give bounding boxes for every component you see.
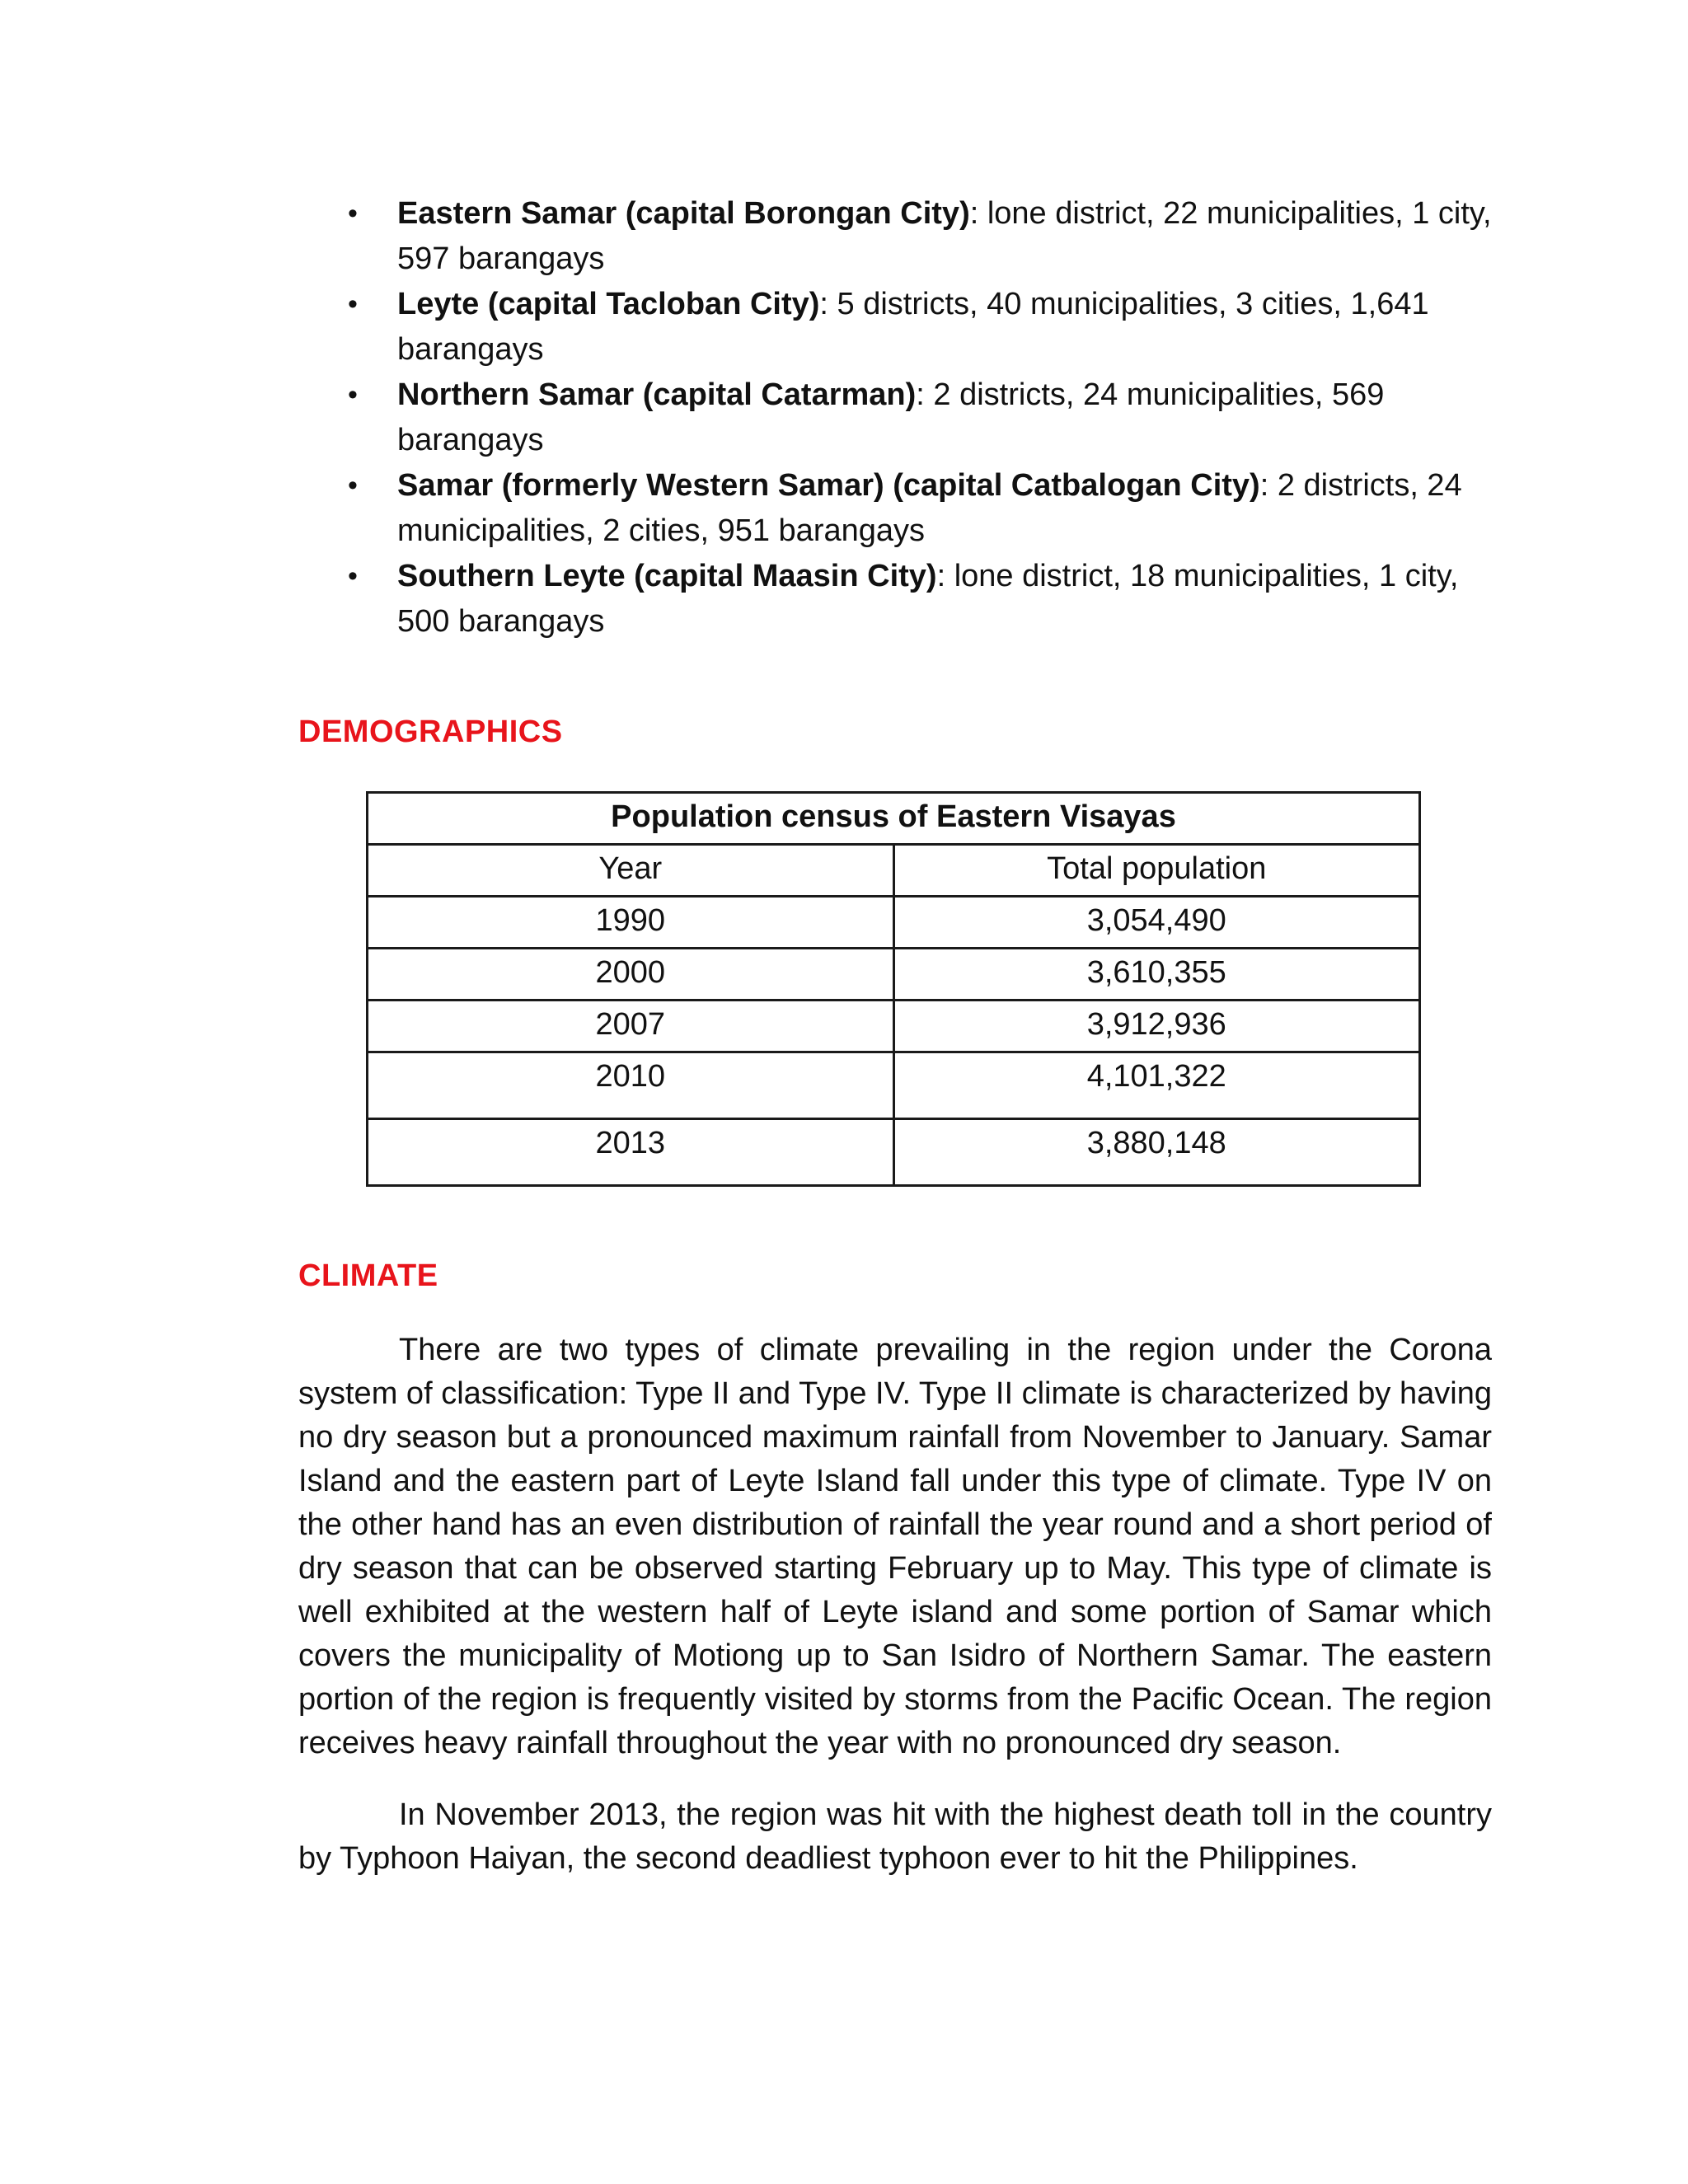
year-cell: 2000 xyxy=(368,948,894,1000)
table-caption-row xyxy=(368,792,1420,844)
census-table xyxy=(366,791,1421,1187)
year-cell: 2013 xyxy=(368,1118,894,1185)
list-item xyxy=(298,373,1492,463)
population-cell: 3,880,148 xyxy=(893,1118,1420,1185)
bullet-icon: • xyxy=(348,379,358,410)
column-header-year: Year xyxy=(368,844,894,896)
table-row xyxy=(368,1052,1420,1118)
province-name: Eastern Samar (capital Borongan City) xyxy=(397,196,970,231)
province-name: Northern Samar (capital Catarman) xyxy=(397,377,917,412)
list-item xyxy=(298,282,1492,373)
year-cell: 1990 xyxy=(368,896,894,948)
bullet-icon: • xyxy=(348,470,358,501)
climate-heading: CLIMATE xyxy=(298,1258,438,1293)
population-cell: 3,054,490 xyxy=(893,896,1420,948)
climate-paragraph: There are two types of climate prevailing in the region under the Corona system of classification: Type II and Type IV. Type II climate is characterized by having no dry season but a pronounced maximum rainfall from November to January. Samar Island and the eastern part of Leyte Island fall under this type of climate. Type IV on the other hand has an even distribution of rainfall the year round and a short period of dry season that can be observed starting February up to May. This type of climate is well exhibited at the western half of Leyte island and some portion of Samar which covers the municipality of Motiong up to San Isidro of Northern Samar. The eastern portion of the region is frequently visited by storms from the Pacific Ocean. The region receives heavy rainfall throughout the year with no pronounced dry season. xyxy=(298,1332,1492,1760)
table-header-row xyxy=(368,844,1420,896)
province-name: Samar (formerly Western Samar) (capital Catbalogan City) xyxy=(397,468,1260,503)
column-header-population: Total population xyxy=(893,844,1420,896)
population-cell: 3,610,355 xyxy=(893,948,1420,1000)
province-name: Southern Leyte (capital Maasin City) xyxy=(397,559,937,593)
bullet-icon: • xyxy=(348,288,358,320)
table-row xyxy=(368,948,1420,1000)
list-item xyxy=(298,554,1492,644)
population-cell: 3,912,936 xyxy=(893,1000,1420,1052)
province-details: : 2 districts, 24 municipalities, 2 cities, 951 barangays xyxy=(397,468,1462,548)
province-details: : lone district, 18 municipalities, 1 city, 500 barangays xyxy=(397,559,1459,639)
year-cell: 2010 xyxy=(368,1052,894,1118)
census-table-wrapper xyxy=(366,791,1421,1187)
province-details: : 2 districts, 24 municipalities, 569 barangays xyxy=(397,377,1385,457)
table-row xyxy=(368,1118,1420,1185)
demographics-heading: DEMOGRAPHICS xyxy=(298,715,563,749)
list-item xyxy=(298,191,1492,282)
province-details: : lone district, 22 municipalities, 1 city, 597 barangays xyxy=(397,196,1492,276)
province-details: : 5 districts, 40 municipalities, 3 cities, 1,641 barangays xyxy=(397,287,1429,367)
year-cell: 2007 xyxy=(368,1000,894,1052)
bullet-icon: • xyxy=(348,560,358,592)
page-content xyxy=(298,191,1492,1881)
province-name: Leyte (capital Tacloban City) xyxy=(397,287,820,321)
list-item xyxy=(298,463,1492,554)
table-row xyxy=(368,896,1420,948)
typhoon-paragraph: In November 2013, the region was hit with the highest death toll in the country by Typhoon Haiyan, the second deadliest typhoon ever to hit the Philippines. xyxy=(298,1797,1492,1876)
province-list xyxy=(298,191,1492,644)
bullet-icon: • xyxy=(348,198,358,229)
table-caption: Population census of Eastern Visayas xyxy=(368,792,1420,844)
table-row xyxy=(368,1000,1420,1052)
population-cell: 4,101,322 xyxy=(893,1052,1420,1118)
